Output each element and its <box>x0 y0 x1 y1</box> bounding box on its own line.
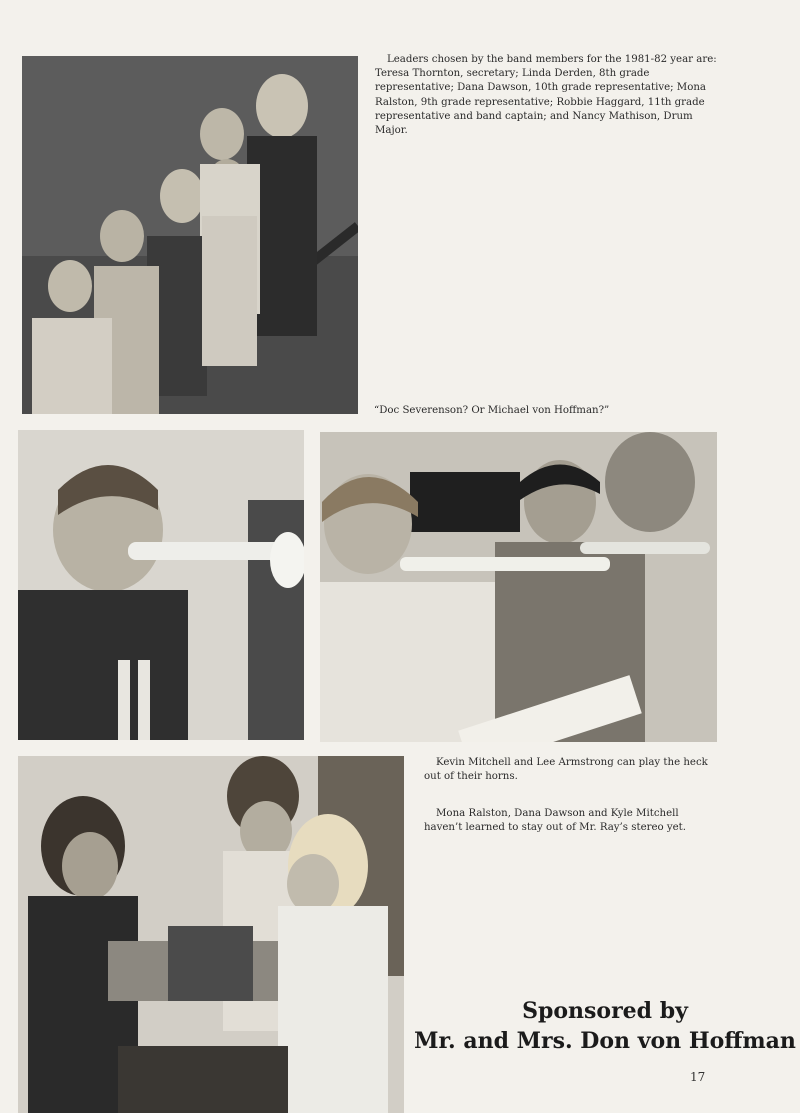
sponsor-block <box>410 996 800 1056</box>
sponsor-line-2: Mr. and Mrs. Don von Hoffman <box>414 1028 796 1054</box>
photo-students-at-stereo <box>18 756 404 1113</box>
caption-band-leaders: Leaders chosen by the band members for the 1981-82 year are: Teresa Thornton, secretary; Linda Derden, 8th grade representative; Dana Dawson, 10th grade representative; Mona Ralston, 9th grade representative; Robbie Haggard, 11th grade representative and band captain; and Nancy Mathison, Drum Major. <box>375 54 717 137</box>
photo-trumpet-player <box>18 430 304 740</box>
photo-band-leaders-art <box>22 56 358 414</box>
photo-two-trumpet-players <box>320 432 717 742</box>
photo-trumpet-player-art <box>18 430 304 740</box>
sponsor-line-1: Sponsored by <box>522 998 688 1024</box>
caption-stereo: Mona Ralston, Dana Dawson and Kyle Mitchell haven’t learned to stay out of Mr. Ray’s stereo yet. <box>424 808 686 834</box>
photo-two-trumpet-players-art <box>320 432 717 742</box>
page-number: 17 <box>690 1070 706 1084</box>
caption-doc-quote: “Doc Severenson? Or Michael von Hoffman?” <box>374 405 610 416</box>
caption-trumpet-players: Kevin Mitchell and Lee Armstrong can play the heck out of their horns. <box>424 757 708 783</box>
photo-band-leaders <box>22 56 358 414</box>
photo-students-at-stereo-art <box>18 756 404 1113</box>
